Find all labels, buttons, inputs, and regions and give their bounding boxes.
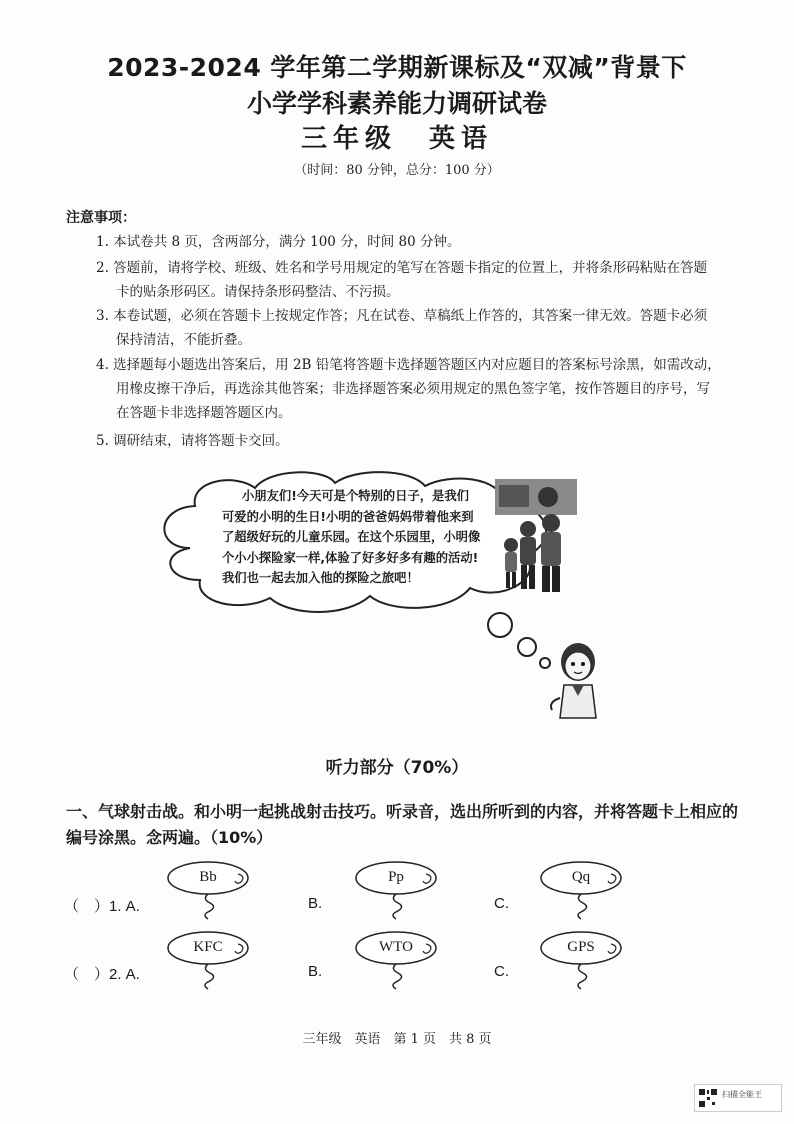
story-line: 可爱的小明的生日!小明的爸爸妈妈带着他来到 — [222, 509, 474, 524]
balloon-label: WTO — [379, 939, 413, 955]
exam-title-line1: 2023-2024 学年第二学期新课标及“双减”背景下 — [107, 53, 687, 82]
exam-title-line2: 小学学科素养能力调研试卷 — [246, 89, 547, 118]
notice-line: 3. 本卷试题，必须在答题卡上按规定作答；凡在试卷、草稿纸上作答的，其答案一律无效。答题卡必须 — [96, 308, 708, 324]
instruction-line: 一、气球射击战。和小明一起挑战射击技巧。听录音，选出所听到的内容，并将答题卡上相应的 — [66, 802, 739, 821]
girl-guide-icon — [548, 640, 608, 720]
notice-line: 卡的贴条形码区。请保持条形码整洁、不污损。 — [116, 284, 400, 300]
balloon-option-1b[interactable] — [352, 860, 442, 920]
balloon-option-2c[interactable] — [537, 930, 627, 990]
question-1-instructions — [66, 799, 746, 851]
scanner-name: 扫描全能王 — [722, 1090, 762, 1099]
notice-line: 保持清洁，不能折叠。 — [116, 332, 251, 348]
balloon-label: Qq — [571, 869, 591, 885]
notice-line: 4. 选择题每小题选出答案后，用 2B 铅笔将答题卡选择题答题区内对应题目的答案标号涂黑，如需改动， — [96, 357, 721, 373]
option-letter-b: B. — [308, 963, 323, 980]
balloon-label: KFC — [193, 939, 223, 955]
thought-bubbles-icon — [485, 610, 555, 670]
notice-line: 1. 本试卷共 8 页，含两部分，满分 100 分，时间 80 分钟。 — [96, 234, 461, 250]
exam-time-info: （时间：80 分钟，总分：100 分） — [294, 163, 500, 178]
notice-line: 2. 答题前，请将学校、班级、姓名和学号用规定的笔写在答题卡指定的位置上，并将条形码粘贴在答题 — [96, 260, 708, 276]
story-line: 了超级好玩的儿童乐园。在这个乐园里，小明像 — [222, 530, 481, 544]
balloon-option-1a[interactable] — [164, 860, 254, 920]
balloon-option-1c[interactable] — [537, 860, 627, 920]
exam-title-subject: 三年级 英语 — [300, 124, 493, 154]
balloon-label: Bb — [199, 869, 217, 885]
page-footer: 三年级 英语 第 1 页 共 8 页 — [302, 1032, 492, 1047]
story-line: 我们也一起去加入他的探险之旅吧！ — [222, 571, 419, 585]
story-line: 小朋友们!今天可是个特别的日子，是我们 — [242, 489, 469, 503]
listening-section-title: 听力部分（70%） — [325, 758, 469, 778]
notice-item-3 — [96, 304, 746, 352]
notice-line: 用橡皮擦干净后，再选涂其他答案；非选择题答案必须用规定的黑色签字笔，按作答题目的序号，写 — [116, 381, 710, 397]
notice-item-1 — [96, 230, 746, 254]
scanner-watermark — [694, 1084, 782, 1112]
qr-code-icon — [698, 1088, 718, 1108]
notice-item-4 — [96, 353, 746, 425]
family-picture-icon — [493, 477, 578, 595]
notice-heading: 注意事项： — [66, 210, 136, 226]
notice-item-2 — [96, 256, 746, 304]
question-label: （ ）1. A. — [64, 898, 140, 915]
story-line: 个小小探险家一样,体验了好多好多有趣的活动! — [222, 550, 479, 565]
notice-line: 5. 调研结束，请将答题卡交回。 — [96, 433, 289, 449]
option-letter-c: C. — [494, 963, 509, 980]
option-letter-c: C. — [494, 895, 509, 912]
notice-line: 在答题卡非选择题答题区内。 — [116, 405, 292, 421]
balloon-option-2b[interactable] — [352, 930, 442, 990]
balloon-label: GPS — [567, 939, 595, 955]
story-intro-text — [222, 486, 490, 589]
instruction-line: 编号涂黑。念两遍。（10%） — [66, 828, 273, 847]
question-label: （ ）2. A. — [64, 966, 140, 983]
option-letter-b: B. — [308, 895, 323, 912]
balloon-option-2a[interactable] — [164, 930, 254, 990]
balloon-label: Pp — [388, 869, 404, 885]
notice-item-5 — [96, 429, 746, 453]
